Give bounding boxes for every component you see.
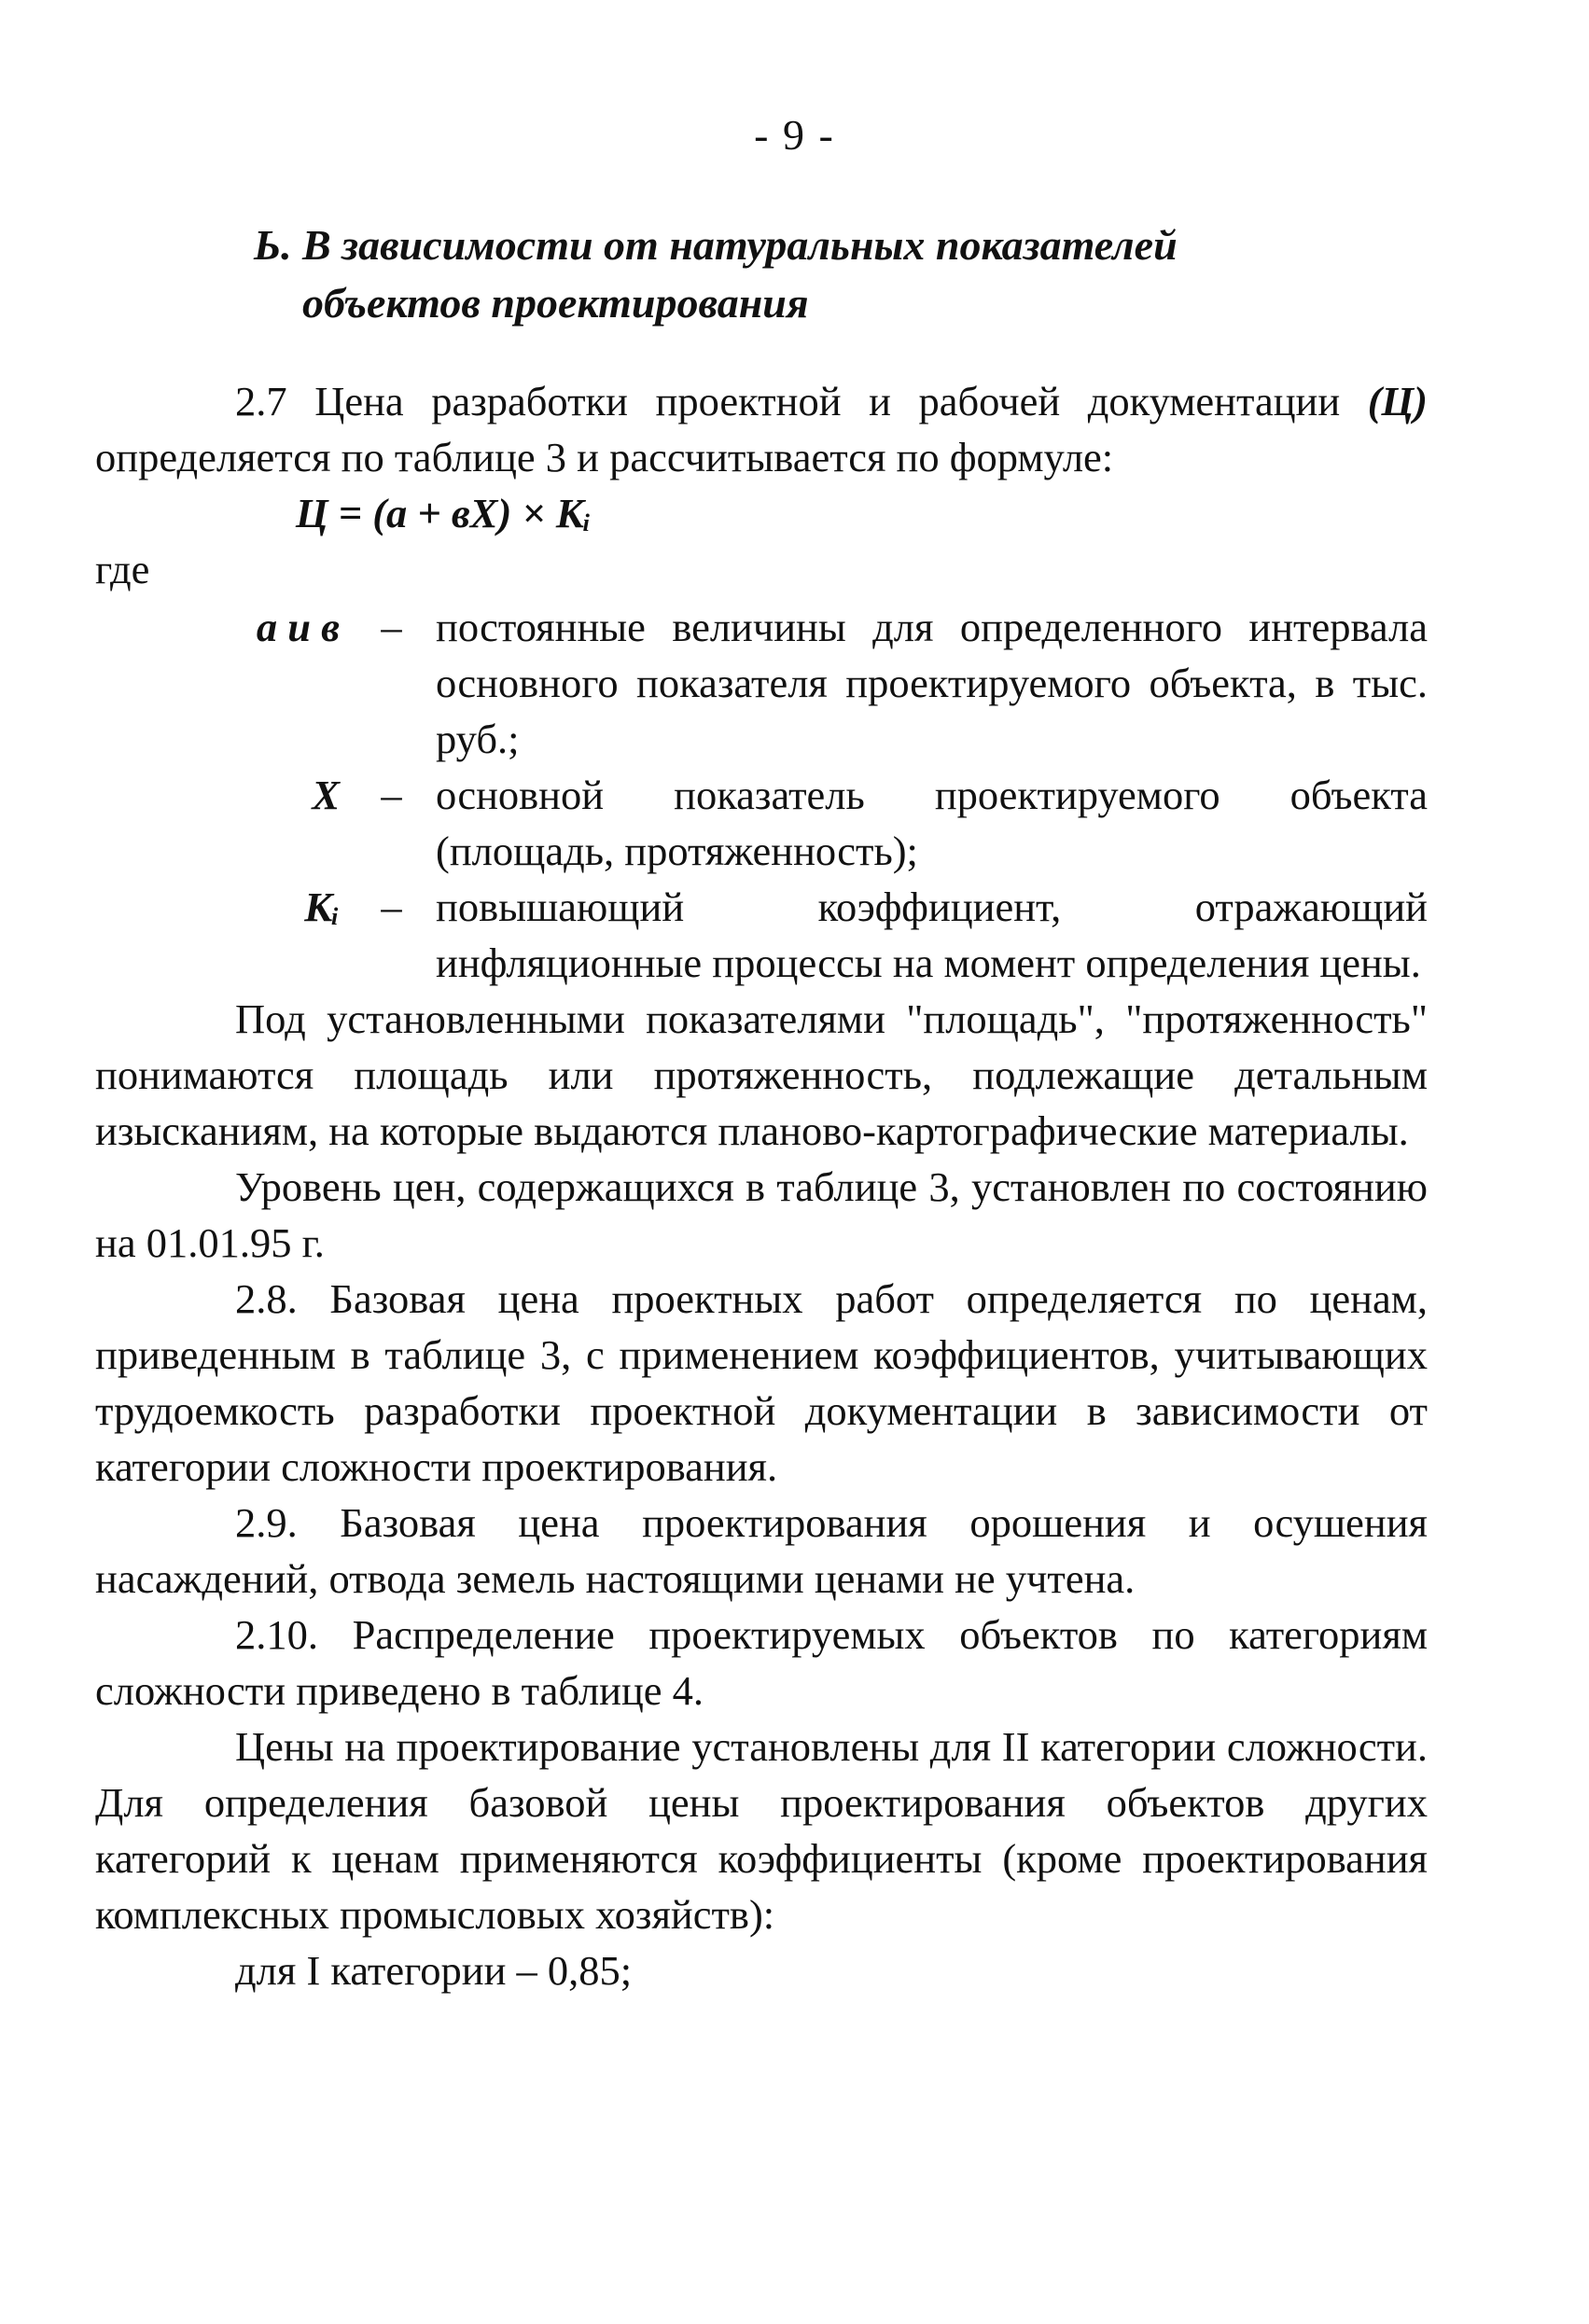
definition-dash: – xyxy=(381,884,402,930)
section-heading-line-1: В зависимости от натуральных показателей xyxy=(302,221,1178,269)
definition-term: Х xyxy=(312,772,340,818)
paragraph-category-1: для I категории – 0,85; xyxy=(235,1947,633,1994)
section-heading xyxy=(254,216,1420,332)
definition-text: повышающий коэффициент, отражающий инфляционные процессы на момент определения цены. xyxy=(436,884,1428,986)
definition-row xyxy=(95,879,1428,991)
definition-text: основной показатель проектируемого объекта (площадь, протяженность); xyxy=(436,772,1428,874)
paragraph-2-7 xyxy=(95,373,1428,485)
paragraph-2-10: 2.10. Распределение проектируемых объектов по категориям сложности приведено в таблице 4. xyxy=(95,1611,1428,1714)
paragraph-2-8: 2.8. Базовая цена проектных работ определяется по ценам, приведенным в таблице 3, с применением коэффициентов, учитывающих трудоемкость разработки проектной документации в зависимости от категории сложности проектирования. xyxy=(95,1275,1428,1490)
page-number: - 9 - xyxy=(754,111,835,159)
where-label: где xyxy=(95,546,150,592)
definition-term: а и в xyxy=(256,604,340,650)
price-formula: Ц = (а + вХ) × Кᵢ xyxy=(296,490,592,536)
definition-list xyxy=(95,599,1428,991)
paragraph-indicators: Под установленными показателями "площадь", "протяженность" понимаются площадь или протяженность, подлежащие детальным изысканиям, на которые выдаются планово-картографические материалы. xyxy=(95,995,1428,1154)
definition-dash: – xyxy=(381,772,402,818)
definition-term: Кᵢ xyxy=(304,884,340,930)
section-heading-line-2: объектов проектирования xyxy=(302,279,809,327)
document-body xyxy=(95,373,1428,1998)
paragraph-2-7-end: определяется по таблице 3 и рассчитывается по формуле: xyxy=(95,434,1114,480)
section-marker: Ь. xyxy=(254,221,292,269)
paragraph-2-7-start: 2.7 Цена разработки проектной и рабочей документации xyxy=(235,378,1368,424)
definition-text: постоянные величины для определенного интервала основного показателя проектируемого объекта, в тыс. руб.; xyxy=(436,604,1428,762)
definition-dash: – xyxy=(381,604,402,650)
definition-row xyxy=(95,767,1428,879)
price-symbol: (Ц) xyxy=(1367,378,1428,424)
paragraph-2-9: 2.9. Базовая цена проектирования орошения и осушения насаждений, отвода земель настоящими ценами не учтена. xyxy=(95,1499,1428,1602)
definition-row xyxy=(95,599,1428,767)
paragraph-complexity-categories: Цены на проектирование установлены для II категории сложности. Для определения базовой цены проектирования объектов других категорий к ценам применяются коэффициенты (кроме проектирования комплексных промысловых хозяйств): xyxy=(95,1723,1428,1938)
paragraph-price-level: Уровень цен, содержащихся в таблице 3, установлен по состоянию на 01.01.95 г. xyxy=(95,1163,1428,1266)
